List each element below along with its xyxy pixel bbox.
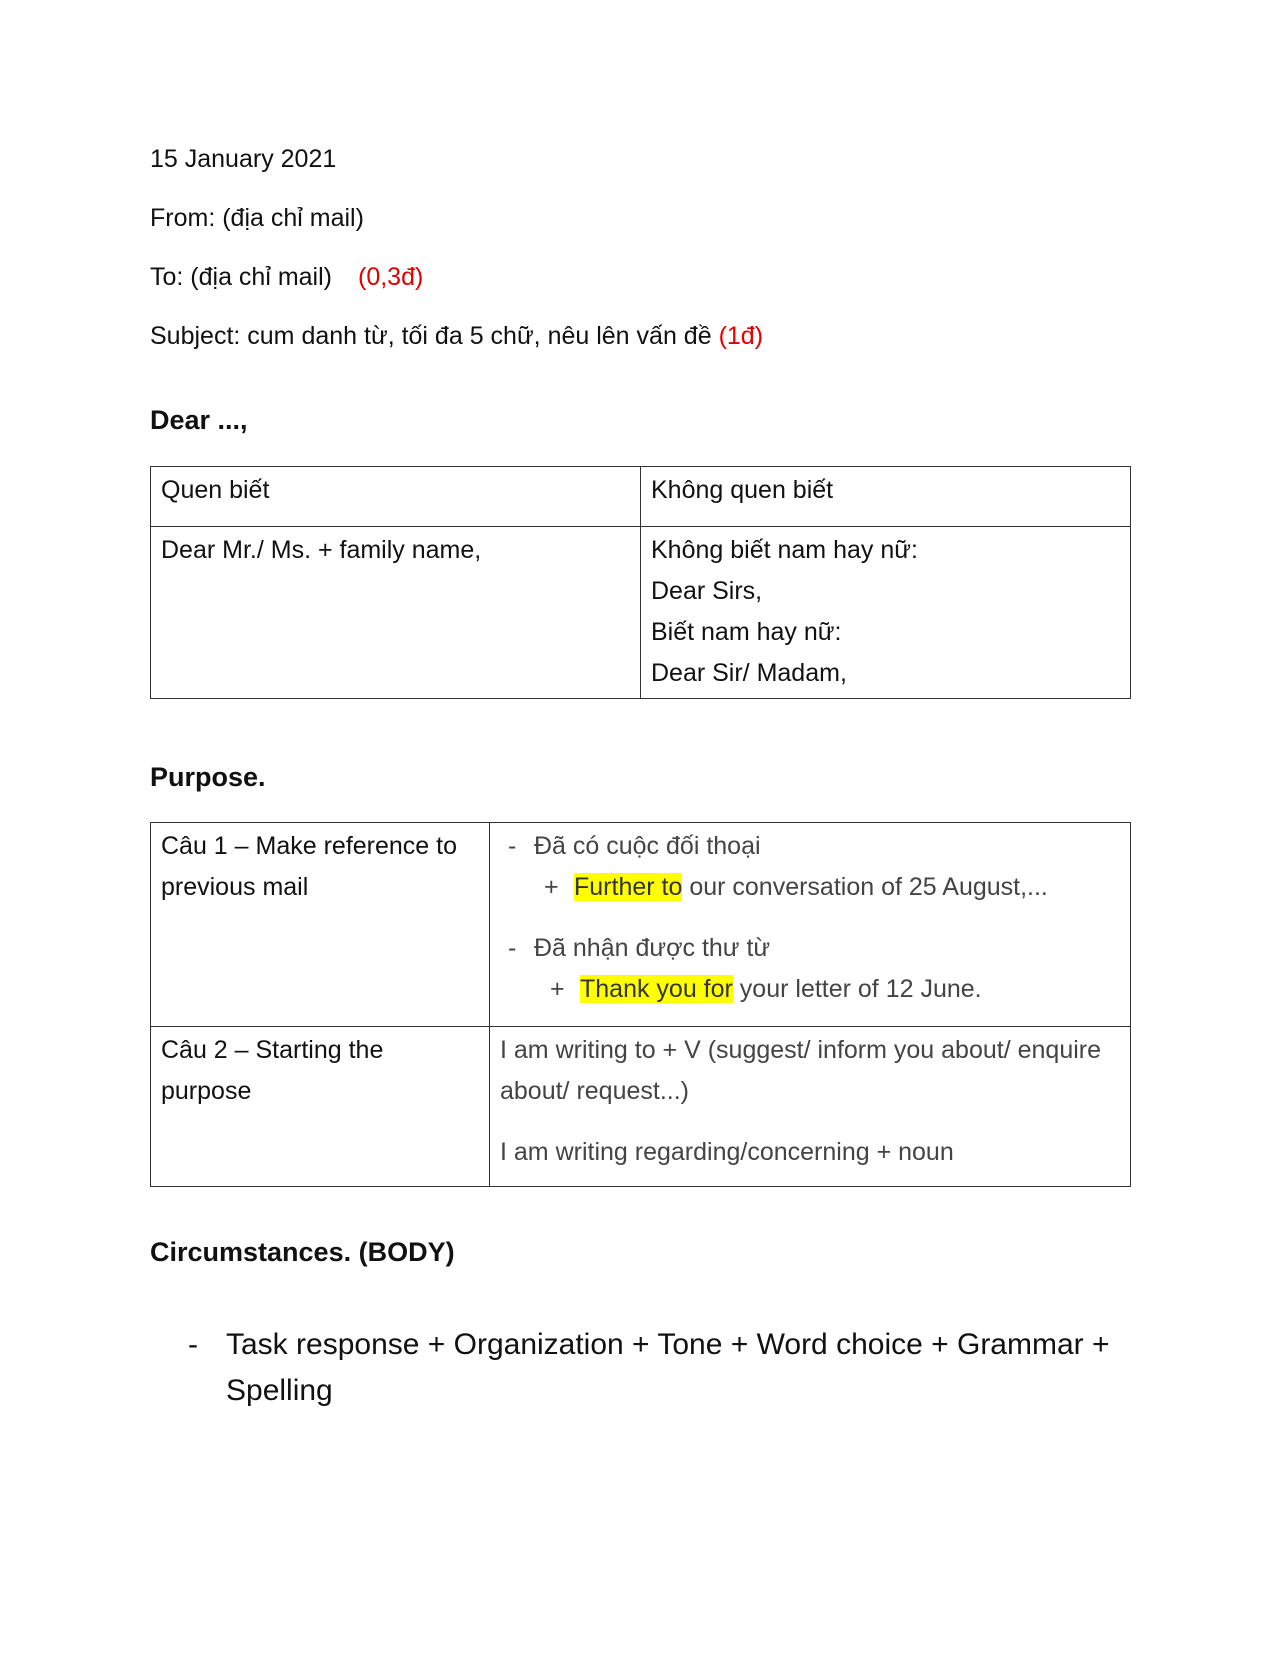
dear-heading: Dear ..., [150, 405, 248, 435]
salutation-known-body: Dear Mr./ Ms. + family name, [151, 527, 641, 699]
salutation-line: Không biết nam hay nữ: [651, 536, 918, 564]
list-item: + Thank you for your letter of 12 June. [550, 975, 982, 1003]
list-item: Task response + Organization + Tone + Word choice + Grammar + Spelling [226, 1328, 1110, 1407]
salutation-line: Dear Sirs, [651, 577, 763, 605]
to-line [150, 260, 423, 294]
table-row [151, 823, 1131, 1027]
highlighted-phrase: Further to [574, 873, 683, 901]
circumstances-heading: Circumstances. (BODY) [150, 1237, 455, 1267]
purpose-table [150, 822, 1131, 1187]
purpose-row1-content [490, 823, 1131, 1027]
subject-score: (1đ) [718, 322, 764, 350]
salutation-header-unknown: Không quen biết [641, 467, 1131, 527]
salutation-line: Biết nam hay nữ: [651, 618, 842, 646]
salutation-unknown-body [641, 527, 1131, 699]
purpose-row2-line1: I am writing to + V (suggest/ inform you about/ enquire about/ request...) [500, 1036, 1102, 1105]
letter-date: 15 January 2021 [150, 145, 337, 173]
salutation-line: Dear Sir/ Madam, [651, 659, 847, 687]
bullet-dash: - [188, 1328, 198, 1361]
table-row [151, 467, 1131, 527]
subject-line [150, 319, 763, 353]
to-score: (0,3đ) [358, 263, 424, 291]
salutation-header-known: Quen biết [151, 467, 641, 527]
purpose-heading: Purpose. [150, 762, 266, 792]
purpose-row2-line2: I am writing regarding/concerning + noun [500, 1138, 954, 1166]
table-row [151, 1027, 1131, 1187]
list-item: - Đã nhận được thư từ [508, 934, 771, 962]
highlighted-phrase: Thank you for [580, 975, 733, 1003]
subject-label: Subject: cum danh từ, tối đa 5 chữ, nêu lên vấn đề [150, 322, 712, 350]
purpose-row1-label: Câu 1 – Make reference to previous mail [151, 823, 490, 1027]
from-line: From: (địa chỉ mail) [150, 204, 364, 232]
circumstances-list [188, 1322, 1118, 1414]
purpose-row2-content [490, 1027, 1131, 1187]
table-row [151, 527, 1131, 699]
salutation-table [150, 466, 1131, 699]
list-item: - Đã có cuộc đối thoại [508, 832, 761, 860]
to-label: To: (địa chỉ mail) [150, 263, 332, 291]
list-item: + Further to our conversation of 25 August,... [544, 873, 1048, 901]
purpose-row2-label: Câu 2 – Starting the purpose [151, 1027, 490, 1187]
